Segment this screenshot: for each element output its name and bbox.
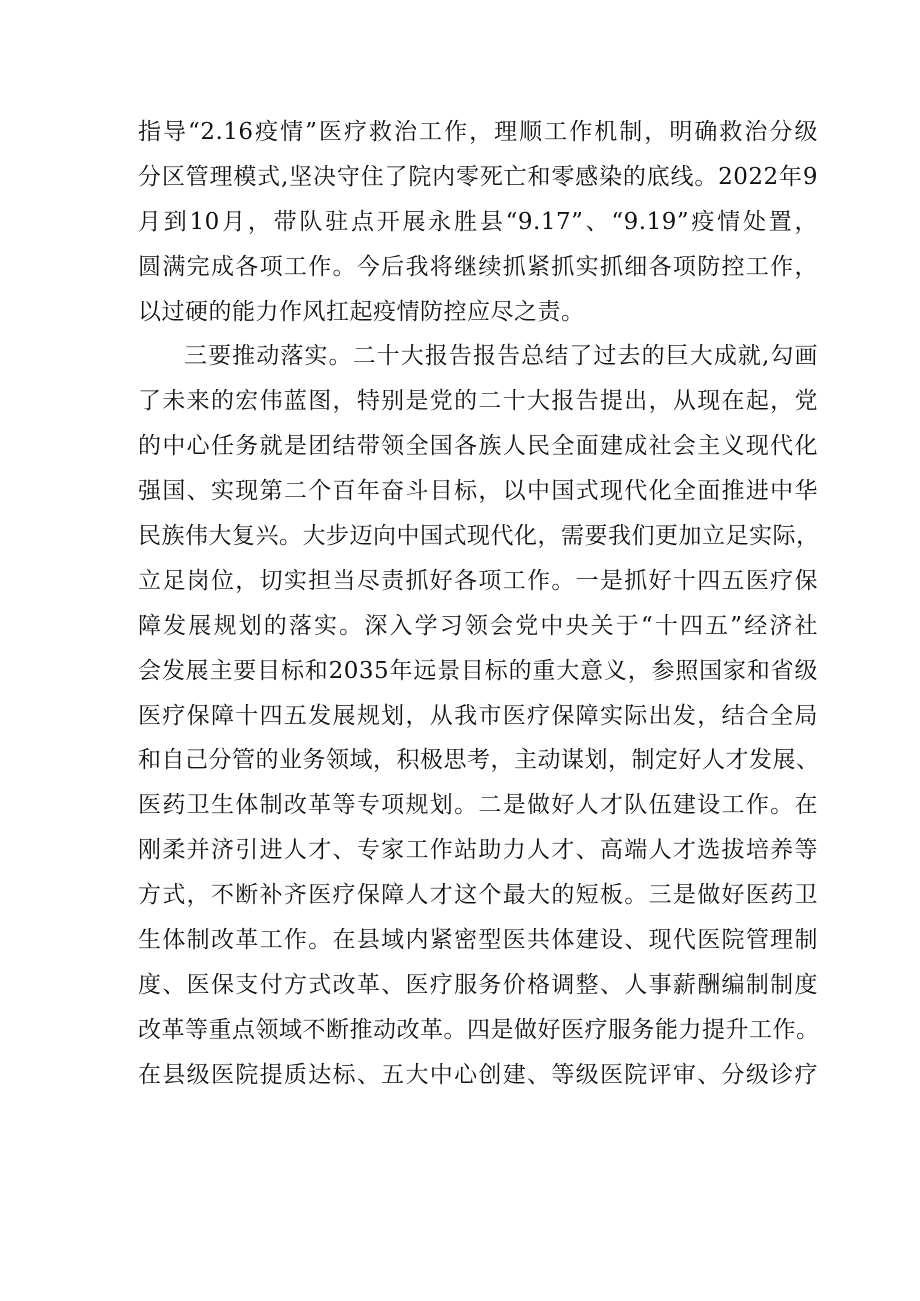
- text-line: 医药卫生体制改革等专项规划。二是做好人才队伍建设工作。在: [138, 792, 818, 819]
- text-line: 的中心任务就是团结带领全国各族人民全面建成社会主义现代化: [138, 433, 818, 460]
- text-line: 以过硬的能力作风扛起疫情防控应尽之责。: [138, 298, 585, 325]
- text-line: 医疗保障十四五发展规划，从我市医疗保障实际出发，结合全局: [138, 702, 818, 729]
- text-line: 圆满完成各项工作。今后我将继续抓紧抓实抓细各项防控工作，: [138, 253, 818, 280]
- text-line: 刚柔并济引进人才、专家工作站助力人才、高端人才选拔培养等: [138, 837, 818, 864]
- text-line: 障发展规划的落实。深入学习领会党中央关于“十四五”经济社: [138, 612, 818, 639]
- text-line: 在县级医院提质达标、五大中心创建、等级医院评审、分级诊疗: [138, 1061, 818, 1088]
- text-line: 生体制改革工作。在县域内紧密型医共体建设、现代医院管理制: [138, 927, 818, 954]
- text-line: 立足岗位，切实担当尽责抓好各项工作。一是抓好十四五医疗保: [138, 567, 818, 594]
- text-line: 分区管理模式,坚决守住了院内零死亡和零感染的底线。2022年9: [138, 163, 818, 190]
- text-line: 月到10月，带队驻点开展永胜县“9.17”、“9.19”疫情处置，: [138, 208, 818, 235]
- document-body: [138, 110, 818, 1098]
- text-line: 改革等重点领域不断推动改革。四是做好医疗服务能力提升工作。: [138, 1016, 820, 1043]
- paragraph-start-line: 三要推动落实。二十大报告报告总结了过去的巨大成就,勾画: [184, 343, 818, 370]
- text-line: 和自己分管的业务领域，积极思考，主动谋划，制定好人才发展、: [138, 747, 820, 774]
- text-line: 民族伟大复兴。大步迈向中国式现代化，需要我们更加立足实际，: [138, 523, 820, 550]
- text-line: 度、医保支付方式改革、医疗服务价格调整、人事薪酬编制制度: [138, 971, 818, 998]
- text-line: 会发展主要目标和2035年远景目标的重大意义，参照国家和省级: [138, 657, 818, 684]
- text-line: 方式，不断补齐医疗保障人才这个最大的短板。三是做好医药卫: [138, 882, 818, 909]
- text-line: 指导“2.16疫情”医疗救治工作，理顺工作机制，明确救治分级: [138, 119, 818, 145]
- text-line: 了未来的宏伟蓝图，特别是党的二十大报告提出，从现在起，党: [138, 388, 818, 415]
- text-line: 强国、实现第二个百年奋斗目标，以中国式现代化全面推进中华: [138, 478, 818, 505]
